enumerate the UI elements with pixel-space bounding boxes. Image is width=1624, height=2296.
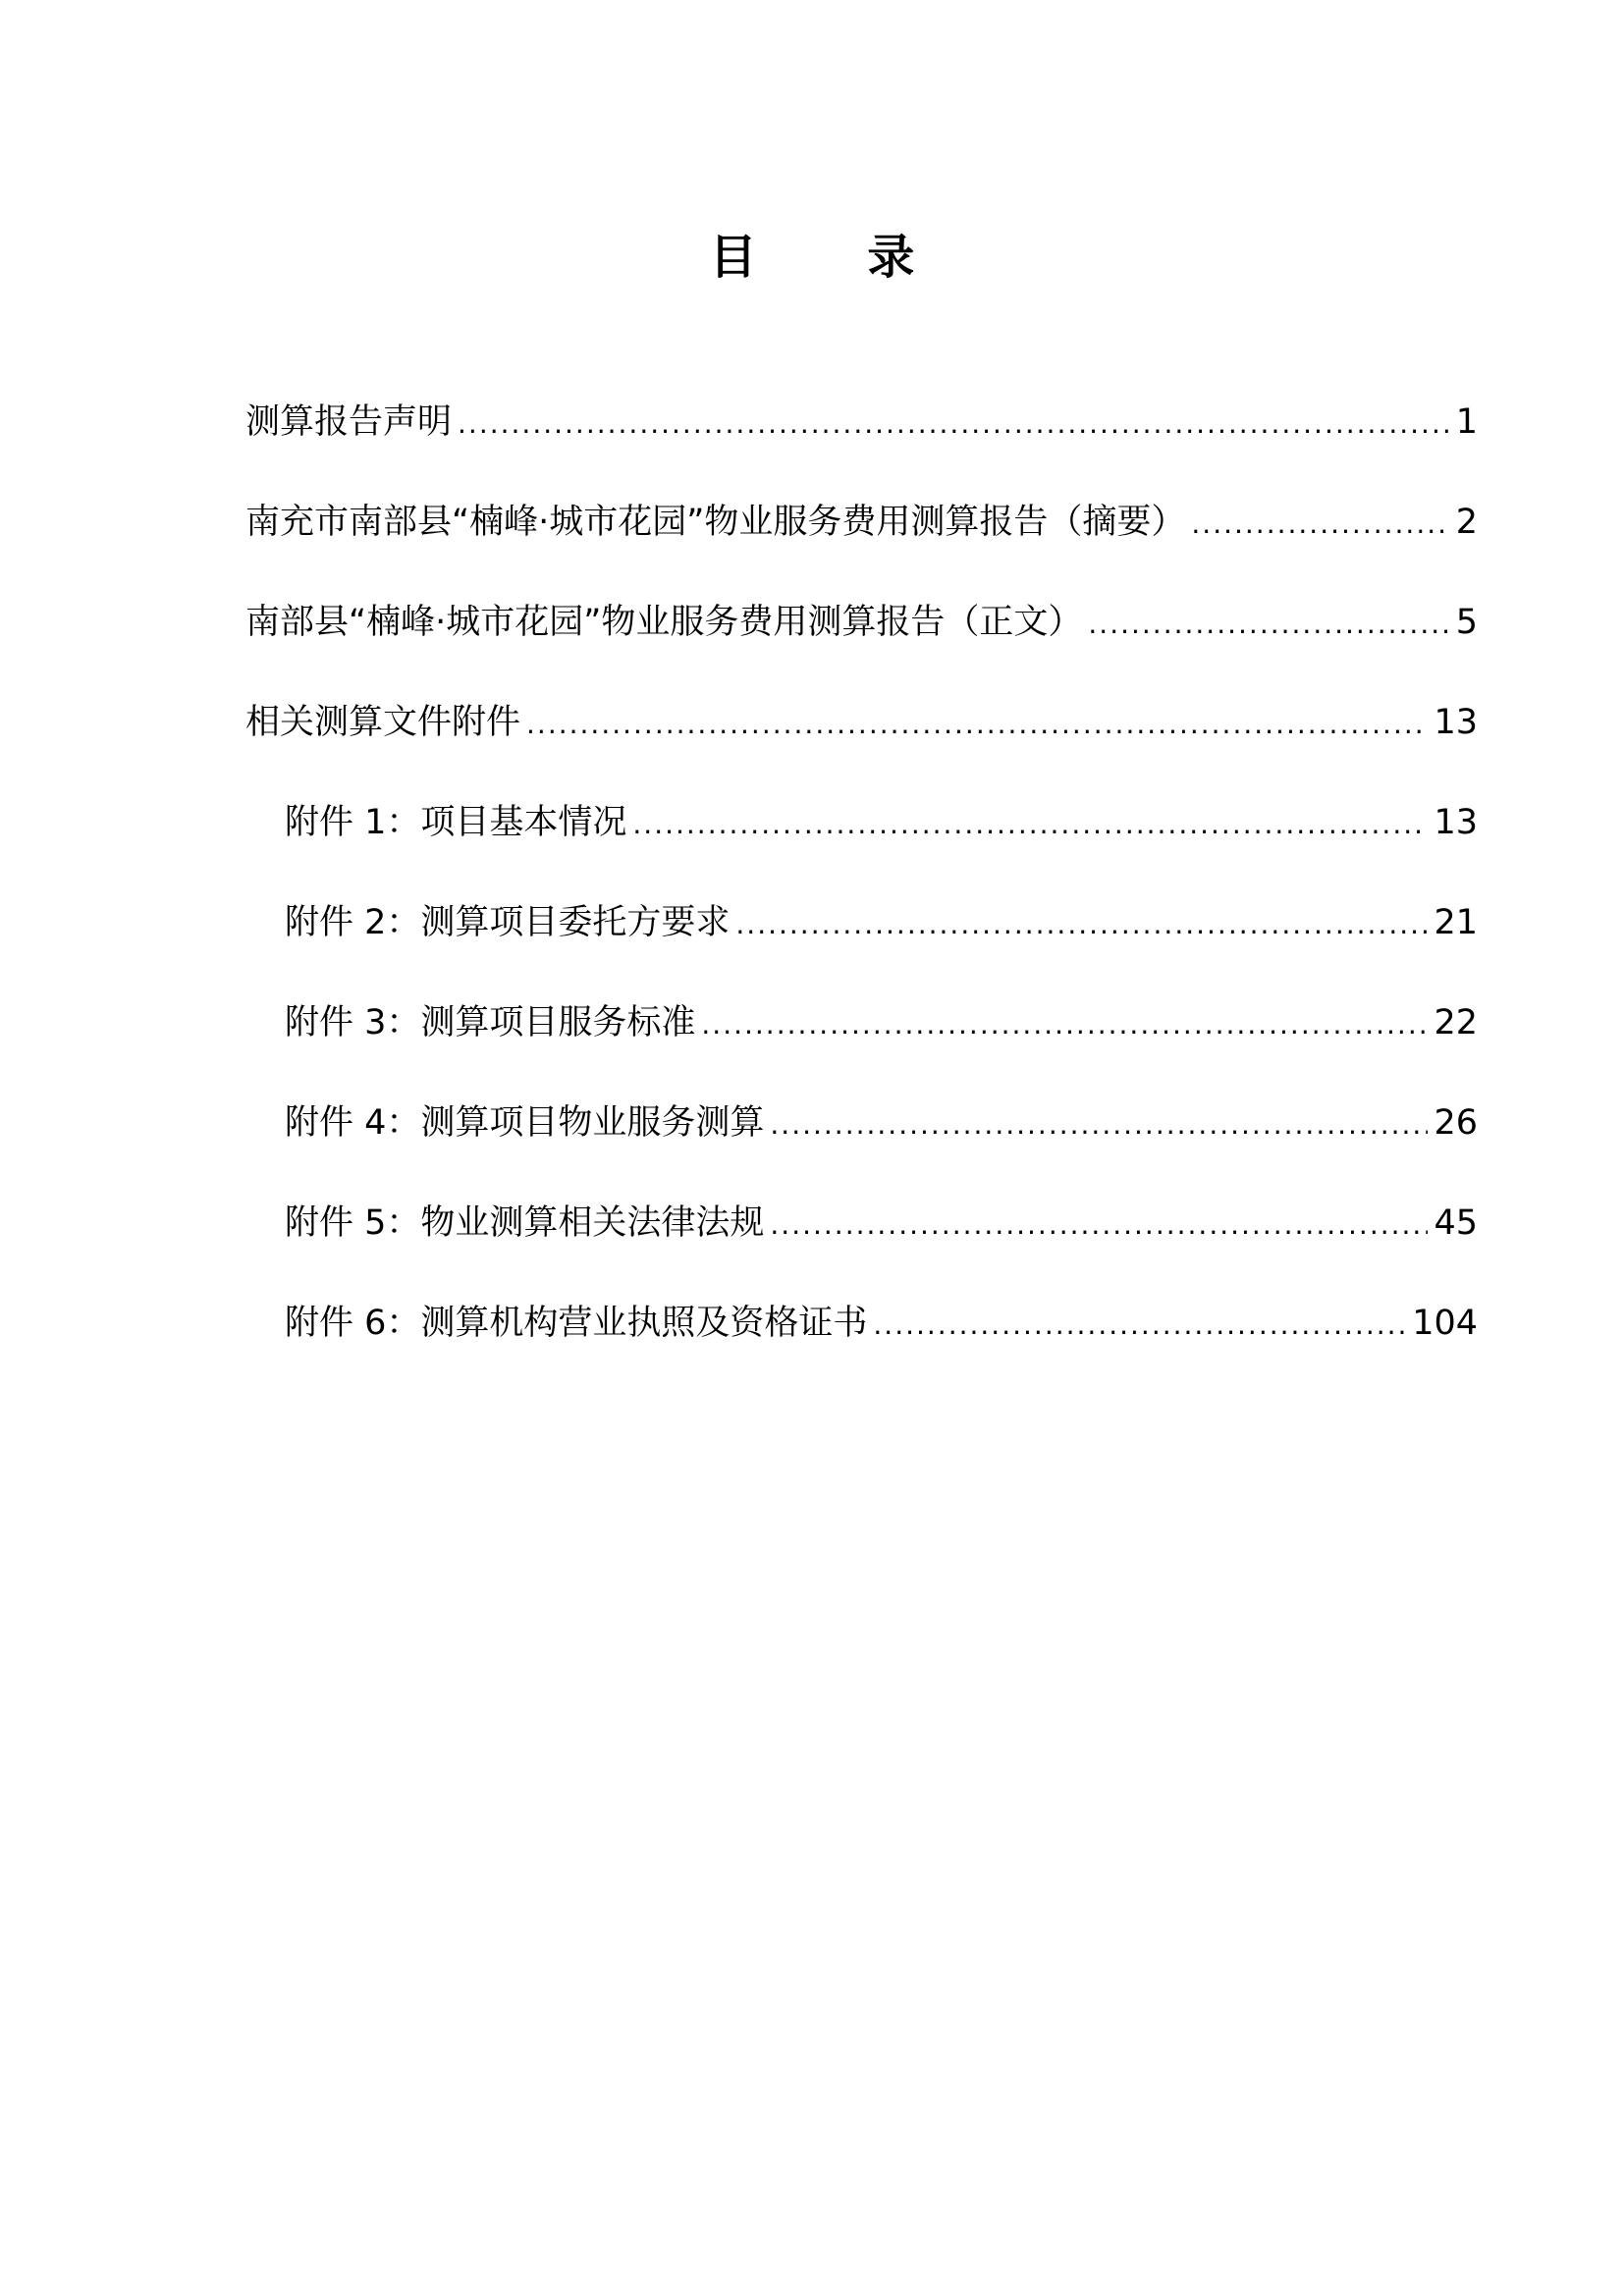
toc-entry-page: 2 <box>1455 503 1478 542</box>
toc-entry[interactable] <box>245 698 1478 798</box>
toc-dot-leader <box>770 1100 1428 1149</box>
toc-entry-text: 附件 4：测算项目物业服务测算 <box>285 1103 765 1143</box>
toc-entry-text: 测算报告声明 <box>245 402 453 442</box>
toc-entry[interactable] <box>245 398 1478 498</box>
toc-dot-leader <box>770 1201 1428 1250</box>
toc-entry-text: 南充市南部县“楠峰·城市花园”物业服务费用测算报告（摘要） <box>245 503 1186 542</box>
toc-subentry[interactable] <box>245 998 1478 1098</box>
toc-entry[interactable] <box>245 598 1478 698</box>
toc-entry-page: 21 <box>1434 903 1478 942</box>
toc-subentry[interactable] <box>245 1299 1478 1399</box>
toc-entry-page: 22 <box>1434 1003 1478 1042</box>
toc-entry-page: 26 <box>1434 1103 1478 1143</box>
toc-entry-text: 附件 3：测算项目服务标准 <box>285 1003 696 1042</box>
toc-title: 目 录 <box>709 230 962 285</box>
toc-dot-leader <box>735 900 1428 949</box>
toc-dot-leader <box>458 400 1450 449</box>
toc-entry-page: 1 <box>1455 402 1478 442</box>
toc-entry-text: 附件 1：项目基本情况 <box>285 803 627 842</box>
toc-dot-leader <box>1191 500 1449 549</box>
toc-entry-page: 104 <box>1412 1304 1478 1343</box>
toc-subentry[interactable] <box>245 1098 1478 1199</box>
toc-entry-page: 45 <box>1434 1203 1478 1243</box>
toc-entry-text: 南部县“楠峰·城市花园”物业服务费用测算报告（正文） <box>245 603 1083 642</box>
toc-entry-text: 附件 6：测算机构营业执照及资格证书 <box>285 1304 868 1343</box>
toc-entry-text: 附件 2：测算项目委托方要求 <box>285 903 731 942</box>
toc-subentry[interactable] <box>245 798 1478 898</box>
toc-subentry[interactable] <box>245 898 1478 998</box>
toc-entry[interactable] <box>245 498 1478 598</box>
toc-dot-leader <box>873 1301 1406 1350</box>
toc-entry-page: 13 <box>1434 803 1478 842</box>
toc-entry-page: 5 <box>1455 603 1478 642</box>
toc-entry-page: 13 <box>1434 703 1478 742</box>
toc-list <box>245 398 1478 1399</box>
toc-dot-leader <box>1088 600 1449 649</box>
toc-entry-text: 附件 5：物业测算相关法律法规 <box>285 1203 765 1243</box>
toc-dot-leader <box>632 800 1428 849</box>
toc-dot-leader <box>526 700 1428 749</box>
toc-subentry[interactable] <box>245 1199 1478 1299</box>
toc-entry-text: 相关测算文件附件 <box>245 703 521 742</box>
toc-dot-leader <box>701 1000 1428 1049</box>
